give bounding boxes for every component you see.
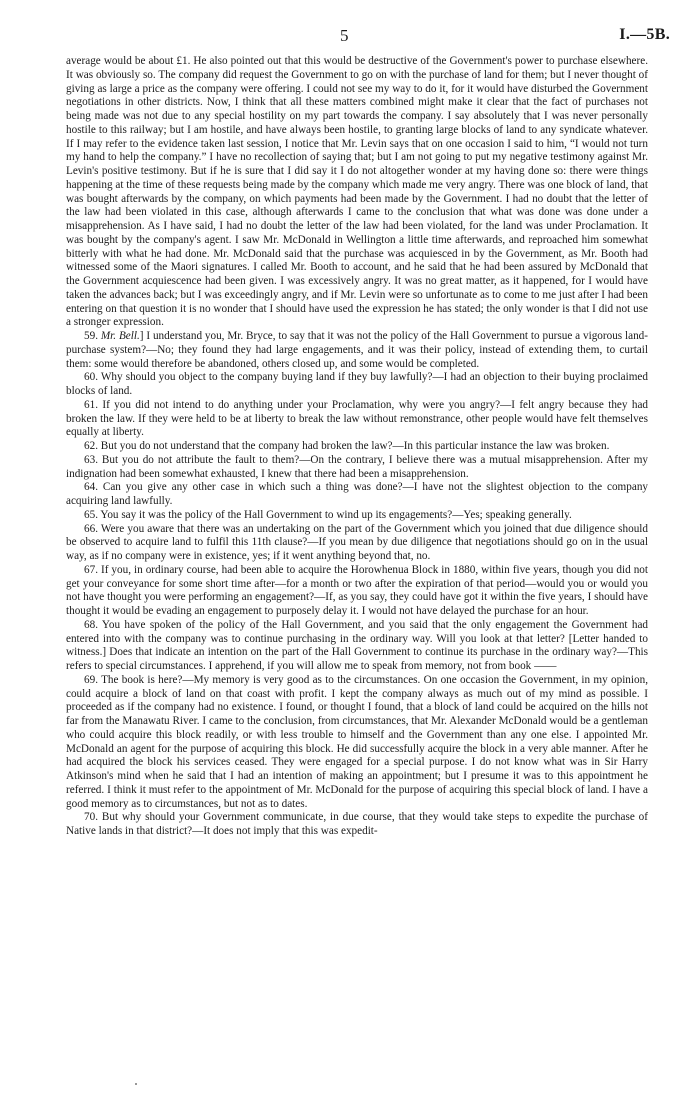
paper-reference: I.—5B. <box>619 26 670 43</box>
question-67 <box>66 564 648 619</box>
question-number: 61. <box>84 398 98 411</box>
question-63 <box>66 454 648 482</box>
question-69 <box>66 674 648 812</box>
question-number: 69. <box>84 673 98 686</box>
question-68 <box>66 619 648 674</box>
paragraph-text: The book is here?—My memory is very good as to the circumstances. On one occasion the Government, in my opinion, could acquire a block of land on that coast with profit. I kept the company always as much out of my mind as possible. I proceeded as if the company had no existence. I found, or thought I found, that a block of land could be acquired on the hills not far from the Manawatu River. I came to the conclusion, from circumstances, that Mr. Alexander McDonald would be a gentleman who could acquire this block readily, or with less trouble to himself and the Government than any one else. I appointed Mr. McDonald an agent for the purpose of acquiring this block. He did successfully acquire the block in a very able manner. After he had acquired the block his services ceased. They were engaged for a special purpose. I do not know what was in Sir Harry Atkinson's mind when he said that I had an intention of making an appointment; but I presume it was to this appointment he referred. I think it must refer to the appointment of Mr. McDonald for the purpose of acquiring this special block of land. I have a good memory as to circumstances, but not as to dates. <box>66 673 648 810</box>
page-number: 5 <box>340 26 349 45</box>
question-59 <box>66 330 648 371</box>
paragraph-text: ] I understand you, Mr. Bryce, to say that it was not the policy of the Hall Government to pursue a vigorous land-purchase system?—No; they found they had large engagements, and it was their policy, instead of extending them, to curtail them: some would therefore be abandoned, others closed up, and some would be completed. <box>66 330 649 370</box>
question-number: 63. <box>84 453 98 466</box>
speaker-name: Mr. Bell. <box>100 330 140 342</box>
paragraph-text: You have spoken of the policy of the Hall Government, and you said that the only engagement the Government had entered into with the company was to continue purchasing in the ordinary way. Will you look at that letter? [Letter handed to witness.] Does that indicate an intention on the part of the Hall Government to continue its purchase in the ordinary way?—This refers to special circumstances. I apprehend, if you will allow me to speak from memory, not from book —— <box>66 618 649 672</box>
question-number: 59. <box>84 330 98 342</box>
paragraph-text: Why should you object to the company buying land if they buy lawfully?—I had an objection to their buying proclaimed blocks of land. <box>66 371 648 397</box>
paragraph-text: If you, in ordinary course, had been able to acquire the Horowhenua Block in 1880, within five years, though you did not get your conveyance for some short time after—for a month or two after the expiration of that period—would you or would you not have thought you were performing an engagement?—If, as you say, they could have got it within the five years, I should have thought it would be evading an engagement to purposely delay it. I would not have delayed the purchase for an hour. <box>66 563 648 617</box>
continued-paragraph <box>66 55 648 330</box>
paragraph-text: Were you aware that there was an undertaking on the part of the Government which you joined that due diligence should be observed to acquire land to fulfil this 11th clause?—If you mean by due diligence that negotiations should go on in the usual way, as if no company were in existence, yes; if it went anything beyond that, no. <box>66 522 648 562</box>
question-number: 60. <box>84 371 98 384</box>
paragraph-text: average would be about £1. He also pointed out that this would be destructive of the Government's power to purchase elsewhere. It was obviously so. The company did request the Government to go on with the purchase of land for them; but I never thought of giving as large a price as the company were offering. I could not see my way to do it, for it would have disturbed the Government negotiations in other districts. Now, I think that all these matters combined might make it clear that the fact of purchases not being made was not due to any special hostility on my part towards the company. I say absolutely that I was never personally hostile to this railway; but I am hostile, and have always been hostile, to granting large blocks of land to any syndicate whatever. If I may refer to the evidence taken last session, I notice that Mr. Levin says that on one occasion I said to him, “I would not turn my hand to help the company.” I have no recollection of saying that; but I am not going to put my negative testimony against Mr. Levin's positive testimony. But if he is sure that I did say it I do not altogether wonder at my having done so: there were things happening at the time of these requests being made by the company which made me very angry. There was one block of land, that was bought afterwards by the company, on which payments had been made by the Government. I had no doubt that the letter of the law had been violated in this case, although afterwards I came to the conclusion that what was done was done under a misapprehension. As I have said, I had no doubt the letter of the law had been violated, for the land was under Proclamation. It was bought by the company's agent. I saw Mr. McDonald in Wellington a little time afterwards, and reproached him somewhat bitterly with what he had done. Mr. McDonald said that the purchase was acquiesced in by the Government, as Mr. Booth had witnessed some of the Maori signatures. I called Mr. Booth to account, and he said that he had been assured by McDonald that the Government acquiescence had been given. I was excessively angry. It was no great matter, as it happened, for I would have taken the advances back; but I was exceedingly angry, and if Mr. Levin were so unfortunate as to come to me just after I had been entering on that question it is no wonder that I should have used the expression he has stated; the only wonder is that I did not use a stronger expression. <box>66 55 648 329</box>
question-66 <box>66 523 648 564</box>
question-61 <box>66 399 648 440</box>
question-number: 64. <box>84 481 98 494</box>
paragraph-text: Can you give any other case in which such a thing was done?—I have not the slightest objection to the company acquiring land lawfully. <box>66 481 649 507</box>
paragraph-text: But you do not understand that the company had broken the law?—In this particular instance the law was broken. <box>100 440 610 452</box>
question-number: 68. <box>84 618 98 631</box>
print-speck <box>135 1083 137 1085</box>
question-number: 67. <box>84 563 98 576</box>
question-number: 66. <box>84 522 98 535</box>
question-65 <box>66 509 648 523</box>
paragraph-text: You say it was the policy of the Hall Government to wind up its engagements?—Yes; speaking generally. <box>100 508 572 521</box>
paragraph-text: If you did not intend to do anything under your Proclamation, why were you angry?—I felt angry because they had broken the law. If they were held to be at liberty to break the law without remonstrance, other people would have felt themselves equally at liberty. <box>66 398 648 439</box>
question-number: 62. <box>84 440 98 452</box>
question-64 <box>66 481 648 509</box>
question-70 <box>66 811 648 839</box>
paragraph-text: But you do not attribute the fault to them?—On the contrary, I believe there was a mutual misapprehension. After my indignation had been somewhat exhausted, I knew that there had been a misapprehension. <box>66 453 649 480</box>
question-60 <box>66 371 648 399</box>
paragraph-text: But why should your Government communicate, in due course, that they would take steps to expedite the purchase of Native lands in that district?—It does not imply that this was expedit- <box>66 811 649 837</box>
body-text <box>66 55 648 839</box>
question-number: 65. <box>84 508 98 521</box>
question-62 <box>66 440 648 454</box>
question-number: 70. <box>84 811 98 824</box>
page-header <box>0 26 700 46</box>
